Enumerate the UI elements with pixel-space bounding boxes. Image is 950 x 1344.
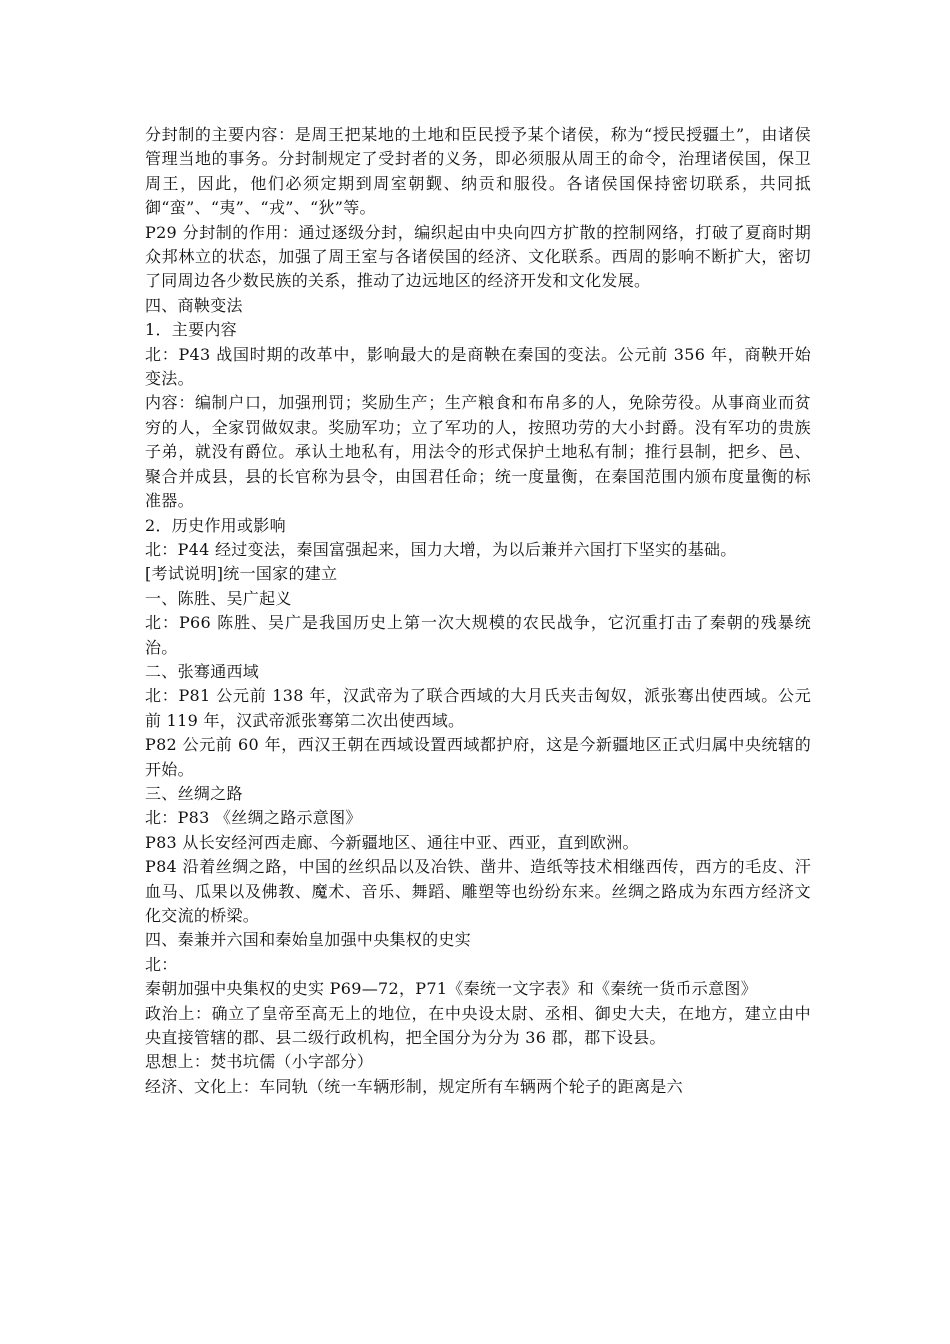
paragraph-ideological-measures: 思想上：焚书坑儒（小字部分） [145, 1052, 374, 1072]
paragraph-western-regions-protectorate: P82 公元前 60 年，西汉王朝在西域设置西域都护府，这是今新疆地区正式归属中央统辖的开始。 [145, 735, 811, 779]
heading-exam-unified-state: [考试说明]统一国家的建立 [145, 564, 338, 584]
paragraph-silk-road-exchange: P84 沿着丝绸之路，中国的丝织品以及冶铁、凿井、造纸等技术相继西传，西方的毛皮、汗血马、瓜果以及佛教、魔术、音乐、舞蹈、雕塑等也纷纷东来。丝绸之路成为东西方经济文化交流的桥梁。 [145, 857, 811, 925]
paragraph-uprising: 北：P66 陈胜、吴广是我国历史上第一次大规模的农民战争，它沉重打击了秦朝的残暴统治。 [145, 613, 811, 657]
paragraph-political-measures: 政治上：确立了皇帝至高无上的地位，在中央设太尉、丞相、御史大夫，在地方，建立由中央直接管辖的郡、县二级行政机构，把全国分为分为 36 郡，郡下设县。 [145, 1003, 811, 1048]
paragraph-silk-road-route: P83 从长安经河西走廊、今新疆地区、通往中亚、西亚，直到欧洲。 [145, 832, 639, 852]
paragraph-enfeoffment-effect: P29 分封制的作用：通过逐级分封，编织起由中央向四方扩散的控制网络，打破了夏商时期众邦林立的状态，加强了周王室与各诸侯国的经济、文化联系。西周的影响不断扩大，密切了同周边各少数民族的关系，推动了边远地区的经济开发和文化发展。 [145, 222, 811, 291]
heading-silk-road: 三、丝绸之路 [145, 783, 243, 803]
subheading-historical-impact: 2．历史作用或影响 [145, 515, 286, 535]
subheading-main-content: 1．主要内容 [145, 320, 237, 340]
paragraph-centralization-refs: 秦朝加强中央集权的史实 P69—72，P71《秦统一文字表》和《秦统一货币示意图》 [145, 979, 757, 999]
paragraph-bei-label: 北： [145, 954, 178, 974]
heading-shang-yang-reform: 四、商鞅变法 [145, 295, 243, 315]
heading-qin-unification: 四、秦兼并六国和秦始皇加强中央集权的史实 [145, 930, 472, 950]
heading-chen-sheng-wu-guang: 一、陈胜、吴广起义 [145, 588, 292, 608]
paragraph-economic-cultural-measures: 经济、文化上：车同轨（统一车辆形制，规定所有车辆两个轮子的距离是六 [145, 1076, 683, 1096]
paragraph-shang-yang-intro: 北：P43 战国时期的改革中，影响最大的是商鞅在秦国的变法。公元前 356 年，商鞅开始变法。 [145, 344, 811, 389]
document-body [145, 123, 811, 1099]
heading-zhang-qian: 二、张骞通西域 [145, 661, 260, 681]
paragraph-silk-road-map: 北：P83 《丝绸之路示意图》 [145, 808, 362, 828]
paragraph-reform-content: 内容：编制户口，加强刑罚；奖励生产；生产粮食和布帛多的人，免除劳役。从事商业而贫穷的人，全家罚做奴隶。奖励军功；立了军功的人，按照功劳的大小封爵。没有军功的贵族子弟，就没有爵位。承认土地私有，用法令的形式保护土地私有制；推行县制，把乡、邑、聚合并成县，县的长官称为县令，由国君任命；统一度量衡，在秦国范围内颁布度量衡的标准器。 [145, 393, 811, 511]
paragraph-reform-impact: 北：P44 经过变法，秦国富强起来，国力大增，为以后兼并六国打下坚实的基础。 [145, 539, 737, 559]
paragraph-enfeoffment-content: 分封制的主要内容：是周王把某地的土地和臣民授予某个诸侯，称为“授民授疆土”，由诸侯管理当地的事务。分封制规定了受封者的义务，即必须服从周王的命令，治理诸侯国，保卫周王，因此，他们必须定期到周室朝觐、纳贡和服役。各诸侯国保持密切联系，共同抵御“蛮”、“夷”、“戎”、“狄”等。 [145, 125, 811, 218]
paragraph-zhang-qian-missions: 北：P81 公元前 138 年，汉武帝为了联合西域的大月氏夹击匈奴，派张骞出使西域。公元前 119 年，汉武帝派张骞第二次出使西域。 [145, 686, 811, 730]
